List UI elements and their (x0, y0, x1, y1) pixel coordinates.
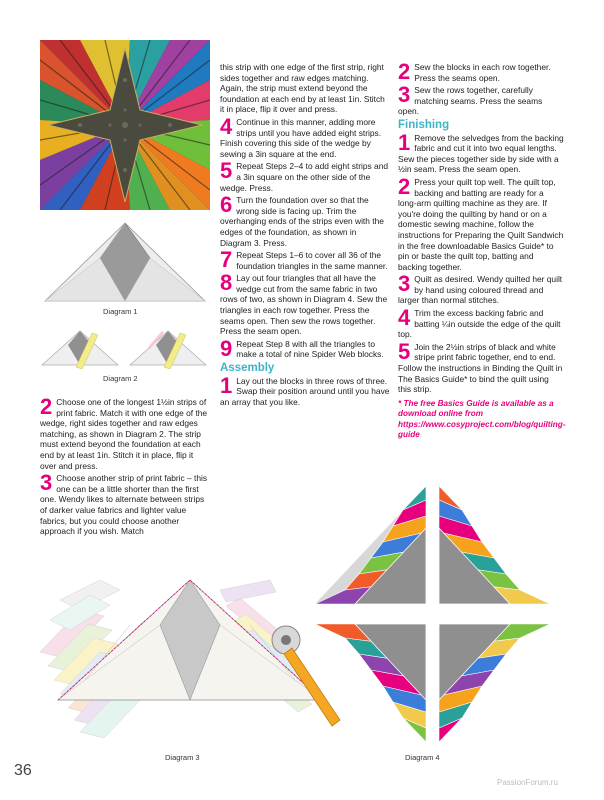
step-number: 3 (40, 470, 53, 496)
step-6 (220, 192, 390, 248)
step-9 (220, 335, 390, 361)
step-number: 4 (398, 305, 411, 331)
step-number: 8 (220, 270, 233, 296)
step-text: Sew the blocks in each row together. Press the seams open. (414, 62, 551, 83)
diagram-2-caption: Diagram 2 (103, 374, 138, 383)
finishing-step-2 (398, 173, 564, 272)
diagram-3-caption: Diagram 3 (165, 753, 200, 762)
basics-guide-note: * The free Basics Guide is available as a download online from https://www.cosyproject.com/blog/quilting-guide (398, 398, 566, 440)
diagram-4 (295, 480, 570, 748)
step-text: Sew the rows together, carefully matching seams. Press the seams open. (398, 85, 543, 117)
page-number: 36 (14, 762, 32, 779)
step-8 (220, 270, 390, 337)
step-text: Trim the excess backing fabric and batting ¼in outside the edge of the quilt top. (398, 308, 561, 340)
step-number: 1 (220, 372, 233, 398)
diagram-1-caption: Diagram 1 (103, 307, 138, 316)
step-intro: this strip with one edge of the first strip, right sides together and raw edges matching. Again, the strip must extend beyond the foundation at each end by at least 1in. Stitch it in place, flip it over and press. (220, 62, 385, 115)
step-text: Press your quilt top well. The quilt top, backing and batting are ready for a long-arm quilting machine as they are. If you're doing the quilting by hand or on a domestic sewing machine, follow the instructions for Preparing the Quilt Sandwich in the free downloadable Basics Guide* to pin or baste the quilt top, batting and backing together. (398, 176, 564, 272)
step-5 (220, 158, 390, 193)
column-1 (40, 394, 208, 539)
step-number: 6 (220, 192, 233, 218)
step-text: Remove the selvedges from the backing fabric and cut it into two equal lengths. Sew the pieces together side by side with a ½in seam. Press the seam open. (398, 132, 564, 175)
watermark: PassionForum.ru (497, 778, 558, 787)
finishing-step-5 (398, 338, 564, 395)
assembly-step-2 (398, 59, 564, 84)
assembly-step-3 (398, 82, 564, 117)
step-number: 1 (398, 129, 411, 155)
finishing-step-1 (398, 129, 564, 175)
diagram-1 (40, 218, 210, 308)
step-text: Lay out the blocks in three rows of three. Swap their position around until you have an array that you like. (220, 375, 390, 407)
step-text: Lay out four triangles that all have the wedge cut from the same fabric in two rows of two, as shown in Diagram 4. Sew the triangles in each row together. Press the seams open. Then sew the rows together. Press the seam open. (220, 273, 388, 337)
step-text: Join the 2½in strips of black and white stripe print fabric together, end to end. Follow the instructions in Binding the Quilt in The Basics Guide* to bind the quilt using this strip. (398, 341, 563, 395)
quilt-block-photo (40, 40, 210, 210)
step-number: 2 (398, 173, 411, 199)
step-text: Repeat Step 8 with all the triangles to make a total of nine Spider Web blocks. (236, 338, 384, 360)
step-number: 3 (398, 271, 411, 297)
step-text: Choose one of the longest 1½in strips of print fabric. Match it with one edge of the wedge, right sides together and raw edges matching, as shown in Diagram 2. The strip must extend beyond the foundation at each end by at least 1in. Stitch it in place, flip it over and press. (40, 397, 208, 471)
step-2 (40, 394, 208, 471)
step-text: Turn the foundation over so that the wrong side is facing up. Trim the overhanging ends of the strips even with the edges of the foundation, as shown in Diagram 3. Press. (220, 195, 384, 248)
step-number: 5 (398, 338, 411, 364)
step-number: 2 (40, 394, 53, 419)
finishing-step-4 (398, 305, 564, 340)
step-number: 5 (220, 158, 233, 184)
column-3 (398, 59, 566, 441)
step-number: 4 (220, 113, 233, 139)
assembly-heading: Assembly (220, 362, 275, 375)
step-number: 7 (220, 247, 233, 273)
finishing-step-3 (398, 271, 564, 306)
step-text: Repeat Steps 2–4 to add eight strips and a 3in square on the other side of the wedge. Press. (220, 161, 389, 193)
step-text: Choose another strip of print fabric – this one can be a little shorter than the first one. Wendy likes to alternate between strips of darker value fabrics and lighter value fabrics, but you could choose another approach if you wish. Match (40, 473, 208, 537)
step-4 (220, 113, 390, 159)
step-text: Quilt as desired. Wendy quilted her quilt by hand using coloured thread and larger than normal stitches. (398, 274, 563, 306)
step-3 (40, 470, 208, 537)
step-number: 2 (398, 59, 411, 84)
finishing-heading: Finishing (398, 118, 450, 131)
step-text: Repeat Steps 1–6 to cover all 36 of the foundation triangles in the same manner. (236, 250, 388, 271)
step-text: Continue in this manner, adding more strips until you have added eight strips. Finish covering this side of the wedge by sewing a 3in square at the end. (220, 116, 382, 159)
diagram-4-caption: Diagram 4 (405, 753, 440, 762)
diagram-2 (40, 325, 210, 371)
step-number: 3 (398, 82, 411, 108)
assembly-step-1 (220, 372, 390, 408)
column-2 (220, 62, 390, 409)
step-7 (220, 247, 390, 273)
step-number: 9 (220, 335, 233, 361)
